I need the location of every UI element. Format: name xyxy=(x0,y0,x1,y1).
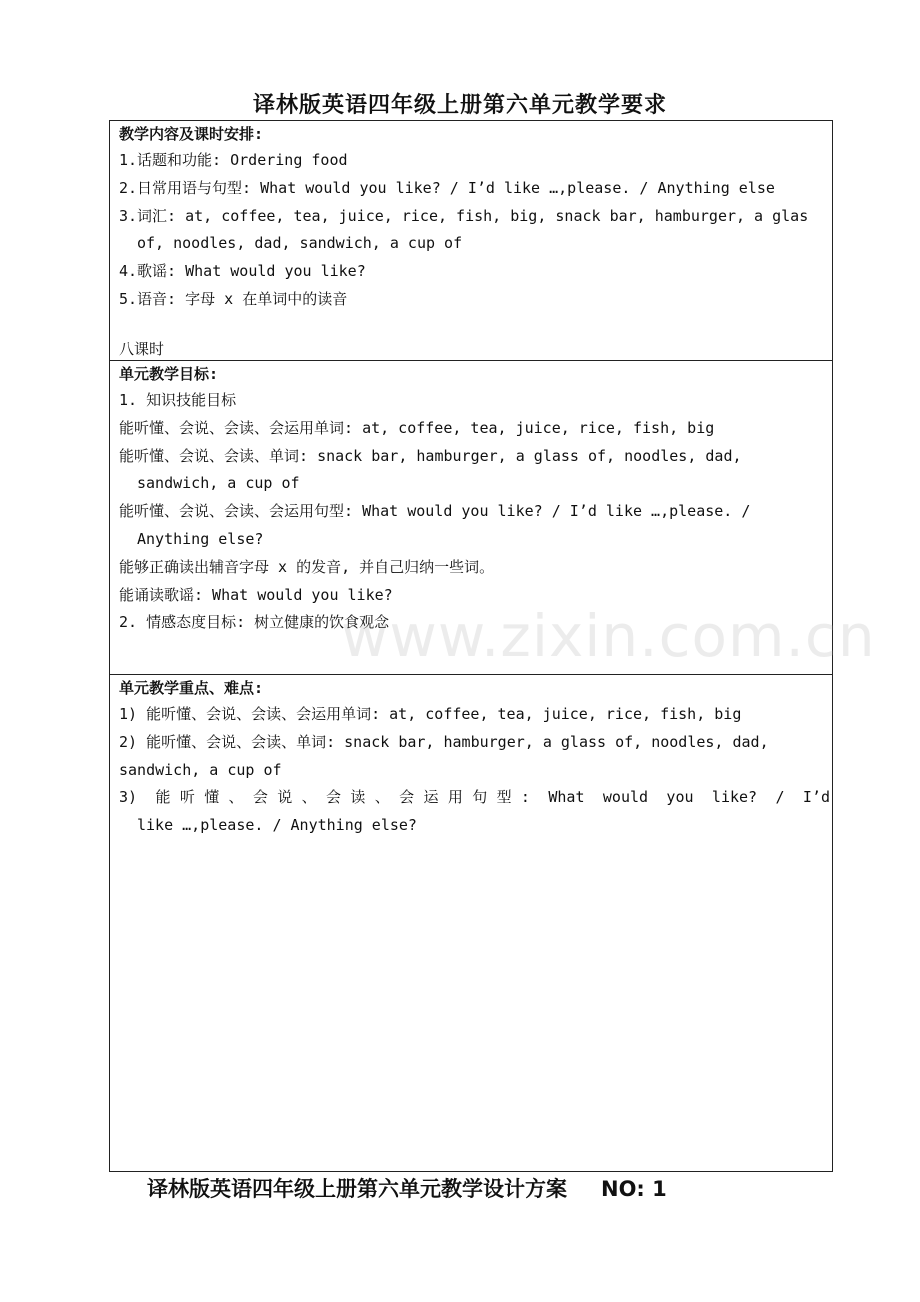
objective-line: 2. 情感态度目标: 树立健康的饮食观念 xyxy=(119,613,390,632)
objective-line: sandwich, a cup of xyxy=(137,474,300,493)
key-point-line: like …,please. / Anything else? xyxy=(137,816,417,835)
footer-title: 译林版英语四年级上册第六单元教学设计方案 xyxy=(147,1176,567,1201)
key-point-line: 3) 能听懂、会说、会读、会运用句型: What would you like? / I’d xyxy=(119,788,830,807)
objective-line: 能听懂、会说、会读、会运用句型: What would you like? / I’d like …,please. / xyxy=(119,502,751,521)
objective-line: 能听懂、会说、会读、单词: snack bar, hamburger, a glass of, noodles, dad, xyxy=(119,446,742,465)
key-point-line: 1) 能听懂、会说、会读、会运用单词: at, coffee, tea, juice, rice, fish, big xyxy=(119,705,742,723)
vocabulary-line: 3.词汇: at, coffee, tea, juice, rice, fish, big, snack bar, hamburger, a glas xyxy=(119,206,809,225)
phonics-line: 5.语音: 字母 x 在单词中的读音 xyxy=(119,289,348,308)
rhyme-line: 4.歌谣: What would you like? xyxy=(119,262,366,281)
footer xyxy=(147,1173,667,1203)
objective-line: 1. 知识技能目标 xyxy=(119,391,237,409)
objective-line: 能够正确读出辅音字母 x 的发音, 并自己归纳一些词。 xyxy=(119,557,495,576)
content-schedule-cell xyxy=(110,121,832,360)
footer-number: NO: 1 xyxy=(601,1177,667,1201)
topic-line: 1.话题和功能: Ordering food xyxy=(119,151,348,169)
objective-line: 能听懂、会说、会读、会运用单词: at, coffee, tea, juice, rice, fish, big xyxy=(119,418,715,437)
unit-objectives-heading: 单元教学目标: xyxy=(119,365,219,383)
vocabulary-line-continued: of, noodles, dad, sandwich, a cup of xyxy=(137,234,463,253)
key-point-line: 2) 能听懂、会说、会读、单词: snack bar, hamburger, a glass of, noodles, dad, xyxy=(119,732,769,751)
watermark: www.zixin.com.cn xyxy=(341,602,876,670)
content-schedule-heading: 教学内容及课时安排: xyxy=(119,125,264,143)
page-title: 译林版英语四年级上册第六单元教学要求 xyxy=(252,92,667,118)
objective-line: Anything else? xyxy=(137,529,264,548)
key-points-heading: 单元教学重点、难点: xyxy=(119,679,264,697)
objective-line: 能诵读歌谣: What would you like? xyxy=(119,585,393,604)
key-point-line: sandwich, a cup of xyxy=(119,760,282,779)
key-points-cell xyxy=(110,674,832,1171)
phrases-line: 2.日常用语与句型: What would you like? / I’d like …,please. / Anything else xyxy=(119,178,775,197)
periods-line: 八课时 xyxy=(119,339,165,358)
